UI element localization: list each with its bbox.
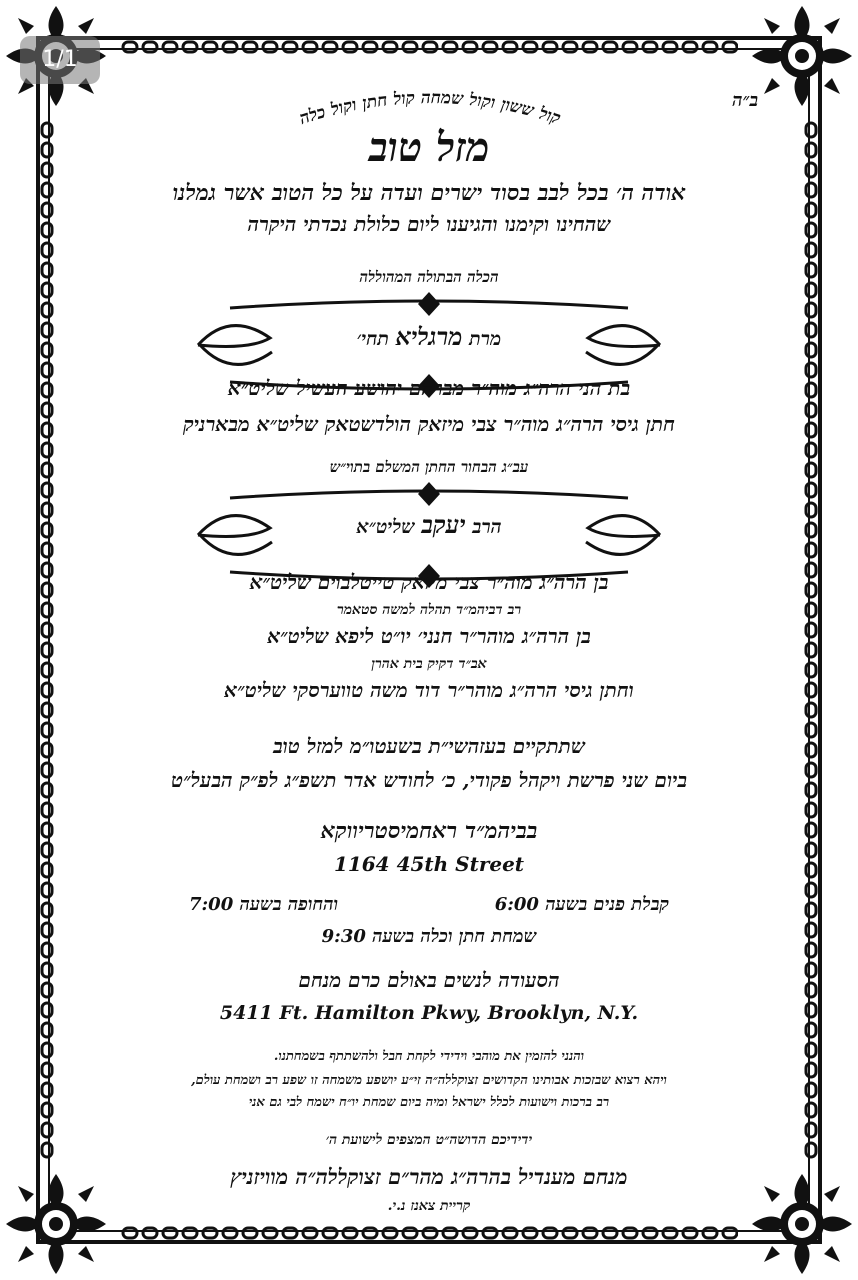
groom-grandfather-sub: אב״ד דקיק בית אהרן (371, 656, 487, 672)
bride-title-word: מרת (469, 328, 502, 350)
bride-suffix: תחי׳ (356, 328, 389, 350)
venue-name: בביהמ״ד ראחמיסטריווקא (320, 818, 538, 844)
note-line-1: והנני להזמין את מוהבי וידידי לקחת חבל ולהשתתף בשמחתנו. (273, 1049, 585, 1064)
arc-heading-text: קול ששון וקול שמחה קול חתן וקול כלה (297, 87, 563, 129)
chain-border-top (120, 38, 738, 56)
signature-place: קריית צאנז נ.י. (387, 1198, 471, 1214)
note-line-2: ויהא רצוא שבזכות אבותינו הקדושים זצוקללה״ה זי״ע יושפע משמחה זו שפע רב ושמחת עולם, (191, 1073, 667, 1088)
wedding-date-line: ביום שני פרשת ויקהל פקודי, כ׳ לחודש אדר תשפ״ג לפ״ק הבעל״ט (171, 768, 687, 792)
chuppah-time: והחופה בשעה 7:00 (189, 894, 339, 915)
signature-name: מנחם מענדיל בהרה״ג מהר״ם זצוקללה״ה מוויזניץ (230, 1164, 628, 1189)
page-title: מזל טוב (368, 124, 490, 171)
wedding-line-1: שתתקיים בעזהשי״ת בשעטו״מ למזל טוב (272, 734, 586, 758)
groom-name: יעקב (421, 510, 466, 539)
groom-grandfather-line: בן הרה״ג מוהר״ר חנני׳ יו״ט ליפא שליט״א (267, 624, 591, 648)
groom-prefix: עב״ג הבחור החתן המשלם בתוי״ש (329, 458, 529, 476)
groom-suffix: שליט״א (356, 516, 415, 538)
bride-grandfather-line: חתן גיסי הרה״ג מוה״ר צבי מיזאק הולדשטאק שליט״א מבארניק (183, 412, 675, 436)
meal-venue: הסעודה לנשים באולם כרם מנחם (298, 968, 560, 992)
chain-border-bottom (120, 1224, 738, 1242)
bride-name: מרגליא (395, 322, 463, 351)
groom-father-line: בן הרה״ג מוה״ר צבי מיזאק טייטלבוים שליט״א (249, 570, 609, 594)
meal-address: 5411 Ft. Hamilton Pkwy, Brooklyn, N.Y. (219, 1002, 639, 1024)
page-indicator: 1/1 (20, 36, 100, 84)
simchas-time: שמחת חתן וכלה בשעה 9:30 (321, 926, 537, 947)
note-line-3: רב ברכות וישועות לכלל ישראל ומיה ביום שמחת יו״ח ישמח לבי גם אני (248, 1095, 610, 1110)
groom-great-line: וחתן גיסי הרה״ג מוהר״ר דוד משה טווערסקי שליט״א (224, 678, 634, 702)
corner-ornament-top-right (746, 0, 858, 112)
venue-address: 1164 45th Street (333, 852, 525, 876)
bride-name-line (90, 322, 768, 352)
intro-line-2: שהחינו וקימנו והגיענו ליום כלולת נכדתי היקרה (247, 212, 611, 236)
bh-mark: ב״ה (732, 90, 758, 111)
bride-father-line: בת הני הרה״ג מוה״ר מברהם יהושע העשיל שליט״א (227, 376, 631, 400)
intro-line-1: אודה ה׳ בכל לבב בסוד ישרים ועדה על כל הטוב אשר גמלנו (172, 180, 686, 206)
signature-prefix: ידידיכם הדושה״ט המצפים לישועת ה׳ (325, 1132, 533, 1148)
kabbalas-panim-time: קבלת פנים בשעה 6:00 (494, 894, 669, 915)
times-row (90, 894, 768, 915)
groom-father-sub: רב דביהמ״ד תהלה למשה סטאמר (336, 602, 522, 618)
chain-border-left (38, 120, 56, 1160)
chain-border-right (802, 120, 820, 1160)
groom-title-word: הרב (472, 516, 502, 538)
bride-prefix: הכלה הבתולה המהוללה (359, 268, 499, 286)
svg-text:קול ששון וקול שמחה קול חתן וקו (297, 88, 563, 129)
groom-name-line (90, 510, 768, 540)
